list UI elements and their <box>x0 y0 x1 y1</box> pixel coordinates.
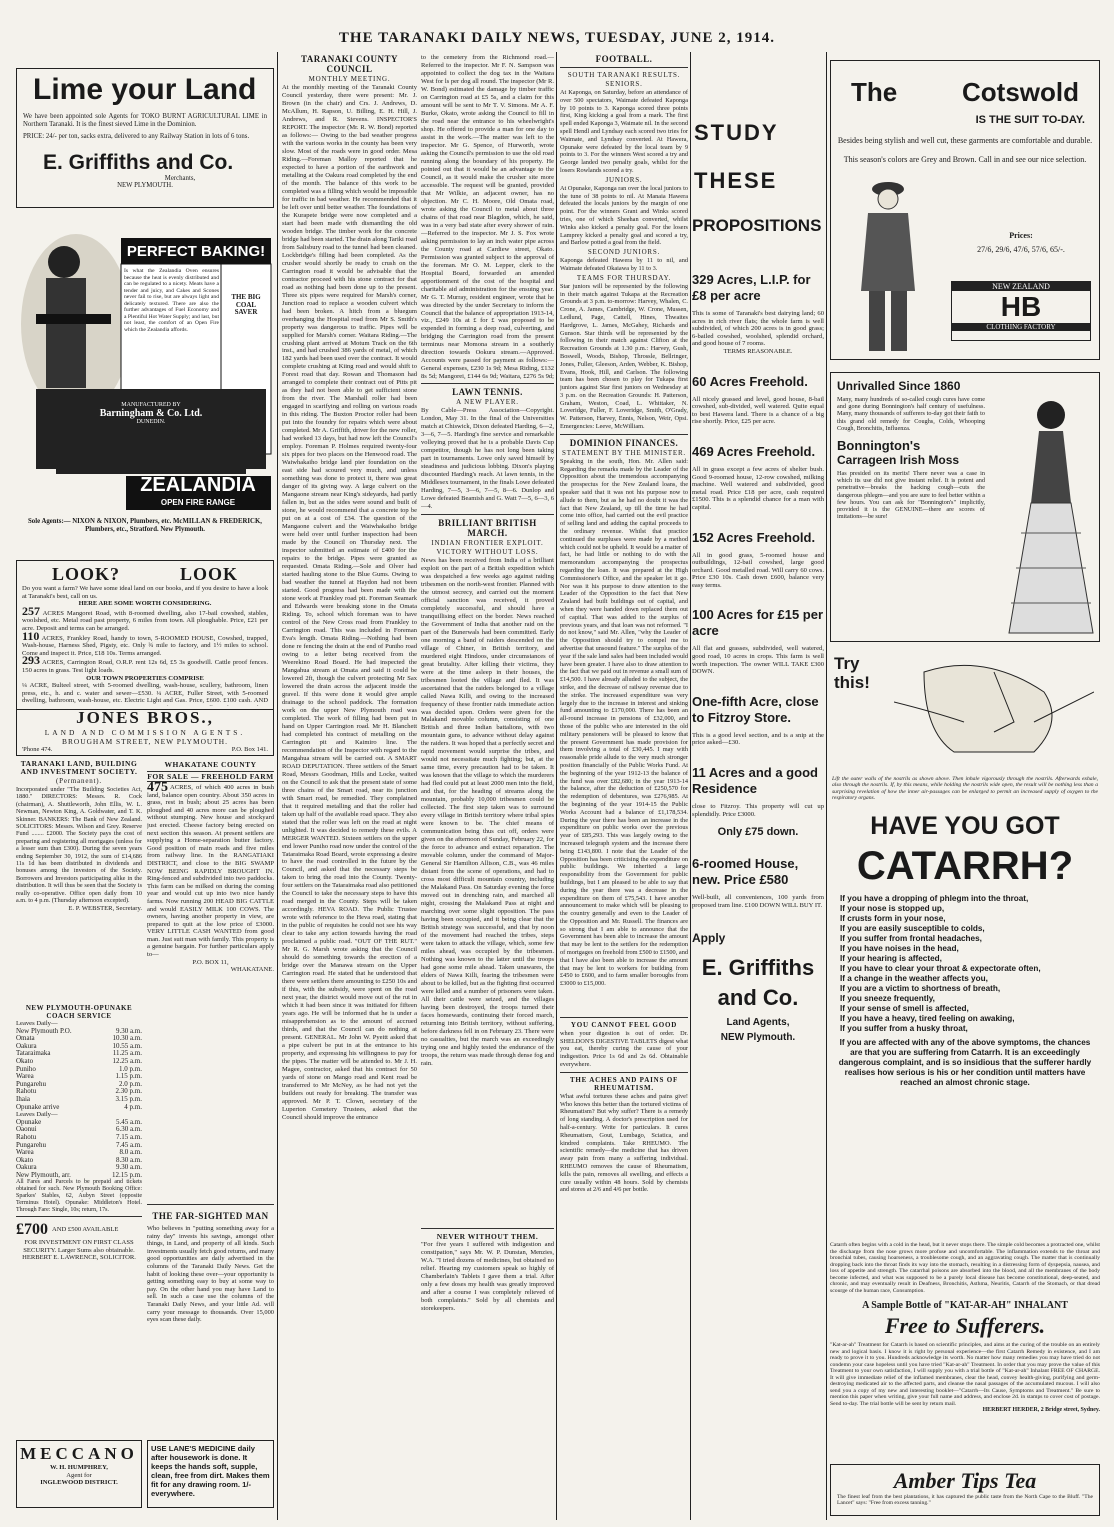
catarrh-symptom-list <box>840 894 1100 1034</box>
meccano-ad <box>16 1440 142 1508</box>
prop-7-body: close to Fitzroy. This property will cut up splendidly. Price £3000. <box>692 803 824 818</box>
finances-sub: STATEMENT BY THE MINISTER. <box>562 448 686 457</box>
zealandia-mfr: MANUFACTURED BY <box>121 402 181 408</box>
cotswold-name: Cotswold <box>962 77 1079 107</box>
timetable-stop: Pungarehu <box>16 1079 46 1088</box>
catarrh-symptom: If you have a dropping of phlegm into the throat, <box>840 894 1029 903</box>
jones-firm: JONES BROS., <box>76 708 214 727</box>
zealandia-ad <box>16 214 274 554</box>
never-title: NEVER WITHOUT THEM. <box>436 1231 539 1241</box>
society-sec: E. P. WEBSTER, Secretary. <box>68 904 142 912</box>
catarrh-symptom: If you suffer from a husky throat, <box>840 1024 968 1033</box>
study-ad <box>692 120 824 1520</box>
meccano-agent: W. H. HUMPHREY, <box>50 1464 108 1471</box>
timetable-stop: New Plymouth, arr. <box>16 1170 71 1179</box>
prop-2-head: 60 Acres Freehold. <box>692 373 808 389</box>
study-place: NEW Plymouth. <box>720 1032 796 1044</box>
catarrh-symptom: If your hearing is affected, <box>840 954 942 963</box>
timetable-time: 5.45 a.m. <box>115 1117 142 1126</box>
farsighted-title: THE FAR-SIGHTED MAN <box>152 1211 269 1221</box>
timetable-stop: Rahotu <box>16 1132 37 1141</box>
cold-ad-title: YOU CANNOT FEEL GOOD <box>570 1020 678 1029</box>
lime-role: Merchants, <box>164 174 196 182</box>
cotswold-body: Besides being stylish and well cut, these garments are comfortable and durable. <box>837 136 1093 145</box>
bonnington-product: Carrageen Irish Moss <box>837 453 960 468</box>
timetable-time: 8.0 a.m. <box>119 1148 142 1157</box>
march-title: BRILLIANT BRITISH MARCH. <box>438 517 537 538</box>
catarrh-symptom: If a change in the weather affects you, <box>840 974 988 983</box>
prop-4-head: 152 Acres Freehold. <box>692 529 816 545</box>
zealandia-maker-box <box>56 394 246 474</box>
march-body: News has been received from India of a brilliant exploit on the part of a British expedition which was despatched a few weeks ago against raiding tribesmen on the north-west frontier. Planned with the utmost secrecy, and carried out the moment official sanction was received, it proved completely successful, and should have a tranquillising effect on the border. News reached the Government of India that another raid on the part of the Bunerwals had been committed. Early one morning a band of raiders descended on the village of Chiner, in British territory, and murdered eight Hindoos, under circumstances of great brutality. After killing their victims, they were at the time asleep in their houses, the tribesmen looted the village and fled. It was ascertained that the raiders belonged to a village called Nawa Killi, and owing to the increased frequency of these frontier raids immediate action was decided upon. Orders were given for the Malakand movable column, consisting of one British and three Indian battalions, with two mountain guns, to advance without delay against the raiders. It was hoped that a perfectly secret and rapid movement would surprise the tribes, and would not necessitate much fighting; but, at the same time, every precaution had to be taken. It was known that the village to which the murderers had fled could put at least 2000 men into the field, and that, for the heading of streams along the mountain, probably 10,000 tribesmen could be collected. The first step taken was to surround every village in British territory where tribal spies were known to be. The chief means of communication being thus cut off, orders were given on the afternoon of Sunday, February 22, for the force to advance and extract reparation. The movable column, under the command of Major-General Sir Hamilton Allison, C.B., was 46 miles distant from the scene of operations, and had to cross most difficult mountain country, including the Malakand Pass. On Saturday evening the force moved out in drenching rain, and marched all night, crossing the Malakand Pass at night and marching over some slight opposition. The pass having been occupied, and it being clear that the British strategy was successful, and that by noon of the movement had reached the tribes, steps were taken to attack the village, which, some few miles ahead, was occupied by the tribesmen. Nothing was known to the latter until the troops had gone some mile ahead. Taken unawares, the elders of Nawa Killi, fearing the tribesmen were about to be killed, but as the fighting first occurred were killed and a number of prisoners were taken. All their cattle were seized, and the villages having been destroyed, the troops turned their faces homewards, continuing their forced march, returning into British territory, without suffering, before darkness fell in on February 23. There were no casualties, but the march was an exceedingly trying one and highly tested the endurance of the troops, the return was made through dense fog and rain. <box>421 556 554 1067</box>
timetable-stop: Tataraimaka <box>16 1049 51 1058</box>
second-juniors-body: Kaponga defeated Hawera by 11 to nil, and Waimate defeated Okaiawa by 11 to 3. <box>560 257 688 272</box>
prop-5-body: All flat and grasses, subdivided, well watered, good road, 10 acres in crops. This farm is well worth inspection. The owner WILL TAKE £300 DOWN. <box>692 645 824 676</box>
jones-item-text: ACRES, Frankley Road, handy to town, 5-ROOMED HOUSE, Cowshed, trapped, Wash-house, Harness Shed, Pigsty, etc. Only ¾ mile to factory, and 1½ miles to school. Come and inspect it. Price, £18 10s. Terms arranged. <box>22 634 268 657</box>
column-rule <box>277 52 278 1520</box>
timetable-stop: Pungarehu <box>16 1140 46 1149</box>
catarrh-q2: CATARRH? <box>856 844 1074 888</box>
timetable-time: 6.30 a.m. <box>115 1125 142 1134</box>
catarrh-sample: A Sample Bottle of "KAT-AR-AH" INHALANT <box>862 1300 1068 1311</box>
cold-ad-body: when your digestion is out of order. Dr. SHELDON'S DIGESTIVE TABLETS digest what you eat, thereby curing the cause of your indigestion. Price 1s 6d and 2s 6d. Obtainable everywhere. <box>560 1029 688 1069</box>
amber-title: Amber Tips Tea <box>893 1468 1037 1493</box>
jones-town-head: OUR TOWN PROPERTIES COMPRISE <box>86 674 204 682</box>
zealandia-tag: OPEN FIRE RANGE <box>160 498 236 507</box>
study-role: Land Agents, <box>726 1017 790 1029</box>
timetable-time: 1.0 p.m. <box>119 1064 142 1073</box>
jones-list-head: HERE ARE SOME WORTH CONSIDERING. <box>78 600 212 608</box>
whakatane-town: WHAKATANE. <box>230 966 274 974</box>
timetable-time: 9.30 a.m. <box>115 1026 142 1035</box>
juniors-body: At Opunake, Kaponga ran over the local juniors to the tune of 38 points to nil. At Manaia Hawera defeated the locals juniors by the margin of one point. For the winners Grant and Winks scored tries, one of which Sheehan converted, whilst Winks also kicked a penalty goal. For the losers Lamprey kicked a penalty goal and scored a try, and Barlow potted a goal from the field. <box>560 184 688 247</box>
lime-title: Lime your Land <box>33 73 257 106</box>
society-ad <box>16 760 142 1000</box>
football-sub: SOUTH TARANAKI RESULTS. <box>567 71 681 79</box>
catarrh-symptom: If you suffer from frontal headaches, <box>840 934 982 943</box>
catarrh-free: Free to Sufferers. <box>884 1313 1046 1338</box>
farsighted-ad <box>147 1204 274 1436</box>
cotswold-prices: 27/6, 29/6, 47/6, 57/6, 65/-. <box>977 245 1065 254</box>
catarrh-body: Catarrh often begins with a cold in the head, but it never stops there. The simple cold becomes a protracted one, whilst the discharge from the nose grows more profuse and uncomfortable. The inflammation extends to the throat and bronchial tubes, causing hoarseness, a troublesome cough, and an aggravating cough. The matter that is continually dropping back into the throat finds its way into the stomach, resulting in a distressing form of dyspepsia, nausea, and loss of appetite and strength. The catarrhal poisons are absorbed into the blood, and all the membranes of the body become infected, and what was supposed to be a purely local disease has become constitutional, deep-seated, and chronic, and may eventually result in Deafness, Bronchitis, Asthma, Neuritis, Catarrh of the Stomach, or that dread scourge of the human race, Consumption. <box>830 1242 1100 1294</box>
loan-body: FOR INVESTMENT ON FIRST CLASS SECURITY. Larger Sums also obtainable. HERBERT E. LAWRENCE, SOLICITOR. <box>22 1239 136 1262</box>
catarrh-ad <box>830 812 1100 1242</box>
lane-text: USE LANE'S MEDICINE daily after housework is done. It keeps the hands soft, supple, clean, free from dirt. Makes them fit for any drawing room. 1/- everywhere. <box>151 1444 270 1498</box>
seniors-head: SENIORS. <box>605 80 643 88</box>
timetable-stop: Oakura <box>16 1041 37 1050</box>
hb-mid: HB <box>1000 291 1042 322</box>
meccano-sub: Agent for <box>66 1471 92 1479</box>
coach-timetable-in <box>16 1119 142 1180</box>
jones-phone: 'Phone 474. <box>22 746 53 753</box>
jones-town: ¼ ACRE, Bulteel street, with 5-roomed dwelling, wash-house, scullery, bathroom, linen press, etc., h. and c. water and sewer—£530. ¼ ACRE, Fuller Street, with 5-roomed dwelling, bathroom, wash-house, etc. Electric Light and Gas. Price, £600. £100 cash. AND <box>22 682 268 705</box>
lime-body: We have been appointed sole Agents for TOKO BURNT AGRICULTURAL LIME in Northern Taranaki. It is the finest sieved Lime in the Dominion. <box>23 113 267 128</box>
zealandia-brand: ZEALANDIA <box>140 474 256 496</box>
timetable-time: 12.25 a.m. <box>112 1056 142 1065</box>
society-sub: (Permanent). <box>56 777 102 785</box>
jones-item <box>22 653 269 674</box>
timetable-stop: Puniho <box>16 1064 36 1073</box>
aches-body: What awful tortures these aches and pains give! Who knows this better than the tortured victims of Rheumatism? But why suffer? There is a remedy of long standing. A doctor's prescription used for half-a-century. Write for particulars. It cures Rheumatism, Gout, Lumbago, Sciatica, and kindred complaints. Take RHEUMO. The scientific remedy—the medicine that has driven away pain from many a suffering individual. RHEUMO removes the cause of Rheumatism, kills the pain, removes all swelling, and effects a cure usually within 48 hours. Sold by chemists and stores at 2/6 and 4/6 per bottle. <box>560 1092 688 1194</box>
column-rule <box>826 52 827 1520</box>
timetable-time: 1.15 p.m. <box>115 1072 142 1081</box>
lady-illustration <box>1001 393 1096 638</box>
bonnington-name: Bonnington's <box>837 438 921 454</box>
prop-4-body: All in good grass, 5-roomed house and outbuildings, 12-bail cowshed, large good orchard. Good metalled road. Will carry 60 cows. Price £30 10s. Cash down £600, balance very easy terms. <box>692 551 824 589</box>
tennis-sub: A NEW PLAYER. <box>456 398 519 406</box>
prop-8-body: Well-built, all conveniences, 100 yards from proposed tram line. £100 DOWN WILL BUY IT. <box>692 894 824 909</box>
tennis-body: By Cable—Press Association—Copyright. London, May 31. In the final of the Universities match at Chiswick, Dixon defeated Harding, 6—2, 3—6, 7—5. Harding's fine service and remarkable volleying proved that he is a probable Davis Cup competitor, though he has not long been taking part in tournaments. Lowe only saved himself by steadiness and judicious lobbing. Dixon's playing discounted Harding's reach. At lawn tennis, in the Middlesex tournament, in the finals Lowe defeated Harding, 7—5, 3—6, 7—5, 8—6. Dunlop and Lowe defeated Beamish and G. Watt 7—5, 6—3, 6—4. <box>421 407 554 510</box>
cotswold-prices-head: Prices: <box>1009 231 1033 240</box>
study-line-1: STUDY <box>694 120 779 145</box>
timetable-row <box>16 1104 142 1112</box>
prop-6-body: This is a good level section, and is a snip at the price asked—£30. <box>692 731 824 747</box>
catarrh-q1: HAVE YOU GOT <box>870 812 1060 840</box>
coach-leaves-1: Leaves Daily— <box>16 1020 58 1027</box>
whakatane-box: P.O. BOX 11, <box>192 958 229 966</box>
bonnington-body-2: Has presided on its merits! There never was a case in which its use did not give instant relief. It is potent and penetrative—breaks the hacking cough—cuts the dangerous phlegm—and you are sure to feel better within a few hours. You can ask for "Bonnington's" implicitly, provided it is the GENUINE—there are scores of imitations—be sure! <box>837 470 985 521</box>
catarrh-symptom: If you have to clear your throat & expectorate often, <box>840 964 1041 973</box>
prop-8-head: 6-roomed House, new. Price £580 <box>692 856 799 888</box>
coach-title: NEW PLYMOUTH-OPUNAKE COACH SERVICE <box>25 1004 133 1020</box>
timetable-time: 10.30 a.m. <box>112 1034 142 1043</box>
timetable-stop: Opunake arrive <box>16 1102 60 1111</box>
teams-body: Star juniors will be represented by the following in their match against Tukapa at the Recreation Grounds at 3 p.m. to-morrow: Harvey, Whalen, C. Crone, A. James, Cambridge, W. Crone, Mussen, Ledlund, Page, Cattell, Hines, Thwaites Hardgrove, L. James, McGahey, Richards and Gunson. Star thirds will be represented by the following in their match against Clifton at the Recreation Grounds at 1.30 p.m.: Harvey, Gush, Boswell, Woods, Bishop, Throssle, Bellringer, Jones, Fuller, Gleeson, Arden, Webber, K. Bishop, Evans, Hook, Hill, and Carlson. The following team has been chosen to play for Tukapa first juniors against Star first juniors on Wednesday at 3 p.m. on the Recreation Grounds: H. Patterson, Graham, Weston, Coad, L. Whittaker, N. Loveridge, Fuller, F. Loveridge, Smith, O'Grady, W. Patterson, Harvey, Ennis, Nelson, Weir, Opsi. Emergencies: Leeve, McWilliam. <box>560 282 688 431</box>
lime-ad <box>16 68 274 208</box>
timetable-row <box>16 1172 142 1180</box>
cotswold-ad <box>830 60 1100 360</box>
coach-leaves-2: Leaves Daily— <box>16 1111 58 1119</box>
timetable-stop: Okato <box>16 1056 34 1065</box>
coach-foot: All Fares and Parcels to be prepaid and tickets obtained for such. New Plymouth Booking Office: Sparkes' Stables, 62, Aubyn Street (opposite Terminus Hotel). Opunake: Middleton's Hotel. Through Fare: Single, 10s; return, 17s. <box>16 1179 142 1212</box>
nose-illustration <box>894 652 1094 762</box>
timetable-stop: New Plymouth P.O. <box>16 1026 72 1035</box>
timetable-time: 8.30 a.m. <box>115 1155 142 1164</box>
column-c <box>421 54 554 1520</box>
jones-ad <box>16 560 274 710</box>
timetable-time: 7.15 a.m. <box>115 1132 142 1141</box>
timetable-stop: Oaonui <box>16 1125 37 1134</box>
juniors-head: JUNIORS. <box>605 175 643 184</box>
masthead: THE TARANAKI DAILY NEWS, TUESDAY, JUNE 2, 1914. <box>338 30 776 46</box>
prop-7-head: 11 Acres and a good Residence <box>692 765 818 797</box>
timetable-time: 2.30 p.m. <box>115 1087 142 1096</box>
column-rule <box>690 52 691 1520</box>
prop-1-terms: TERMS REASONABLE. <box>723 347 793 355</box>
zealandia-body: Is what the Zealandia Oven ensures because the heat is evenly distributed and can be regulated to a nicety. Meats have a tender and juicy, and Cakes and Scones never fail to rise, but are always light and delicately textured. There are also the further advantages of Fuel Economy and a Plentiful Hot Water Supply; and last, but not least, the comfort of an Open Fire which the Zealandia affords. <box>124 268 219 333</box>
jones-look-1: LOOK? <box>51 564 120 584</box>
finances-body: Speaking in the south, Hon. Mr. Allen said: Regarding the remarks made by the Leader of the Opposition about the tremendous accompanying the prospectus for the New Zealand loans, the speaker said that it was not his purpose now to allude to them, but as he had no doubt it was the fact that New Zealand, up till the time he had come into office, had carried out the evil practice of selling land and adding the capital proceeds to the ordinary revenue. Whilst that practice continued the surpluses were made by a method which could not be upheld. It would be a matter of fact, he had little or nothing to do with the memorandum accompanying the prospectus regarding the loan. It was prepared at the High Commissioner's Office, and the speaker let it go. Nor was it his purpose to draw attention to the Leader of the Opposition to the fact that New Zealand had built buildings out of capital, and when they were handed down replaced them out of capital. That was added to the surplus of previous years, and that loan was not reformed. "I do not know," said Mr. Allen, "why the Leader of the Opposition should try to compel me to advertise that unsound feature." The surplus of the year if the sale land sales had been included would have been greater. I have also to draw attention to the fact that we paid out in revenue a small sum of £14,500. I have already alluded to the subject, the strike, and the decrease of railway revenue due to the strike. The increased expenditure was very largely due to the increase in interest and sinking fund amounting to £170,000. There has been an all-round increase in pensions of £32,000, and those of the public who are interested in the old military pensioners will be pleased to know that the present Government has made provision for them involving a total of £30,445. I may with reasonable pride allude to the very much stronger position financially of the Public Works Fund. At the beginning of the year 1912-13 the balance of the fund was over £82,680; in the year 1913-14 the balance, after the deduction of £250,570 for the redemption of debentures, was £276,985. At the beginning of the year 1914-15 the Public Works Account had a balance of £1,178,534. During the year there has been an increase in the expenditure on public works over the previous year of £85,293. This was largely owing to the increased telegraph system and the increase there being £143,800. I note that the Leader of the Opposition has been criticising the expenditure on public buildings. We inherited a large responsibility from the Government for public buildings, but I am pleased to be able to say that during the year there was a decrease in the expenditure on them of £75,543. I have another announcement to make which will be pleasing to the country generally and even to the Leader of the Opposition and Mr. Russell. The finances are so strong that I am able to announce that the Government has been able to increase the amount that may be lent to the settlers for the redemption of mortgages on freehold from £500 to £1500, and that I have also been able to increase the amount that may be lent to workers for building from £450 to £600, and to farm smaller boroughs from £3000 to £15,000. <box>560 457 688 988</box>
timetable-stop: Ihaia <box>16 1094 30 1103</box>
jones-item-num: 257 <box>22 603 40 618</box>
whakatane-ad <box>147 760 274 1200</box>
zealandia-agents: Sole Agents:— NIXON & NIXON, Plumbers, etc. McMILLAN & FREDERICK, Plumbers, etc., Stratford. New Plymouth. <box>28 518 262 533</box>
coach-ad <box>16 1004 142 1212</box>
march-sub-1: INDIAN FRONTIER EXPLOIT. <box>431 538 544 547</box>
whakatane-title: WHAKATANE COUNTY <box>164 760 257 769</box>
society-body: Incorporated under "The Building Societies Act, 1880." DIRECTORS: Messrs. R. Cock (chairman), A. Shuttleworth, John Ellis, W. L. Newman, Newton King, A. Goldwater, and T. K. Skinner. BANKERS: The Bank of New Zealand. SOLICITORS: Messrs. Wilson and Grey. Reserve Fund ........ £2000. The Society pays the cost of preparing and registering all mortgages (unless for a lesser sum than £300). During the seven years ending September 30, 1912, the sum of £14,686 11s 1d has been distributed in dividends and bonuses among the investors of the Society. Borrowers and Investors participating alike in the distribution. It will thus be seen that the Society is really co-operative. Office open daily from 10 a.m. to 4 p.m. (Thursday afternoon excepted). <box>16 786 142 905</box>
catarrh-symptom: If you have a heavy, tired feeling on awaking, <box>840 1014 1015 1023</box>
timetable-stop: Warea <box>16 1148 34 1157</box>
jones-look-2: LOOK <box>179 564 238 584</box>
finances-title: DOMINION FINANCES. <box>569 437 679 448</box>
catarrh-symptom: If crusts form in your nose, <box>840 914 946 923</box>
jones-intro: Do you want a farm? We have some ideal land on our books, and if you desire to have a look at Taranaki's best, call on us. <box>22 585 268 600</box>
county-body: At the monthly meeting of the Taranaki County Council yesterday, there were present: Mr. J. Brown (in the chair) and Crs. J. Andrews, D. McAllum, H. Rapson, U. Billing, E. H. Hill, J. Andrews, and R. Stevens. INSPECTOR'S REPORT. The inspector (Mr. R. W. Bond) reported as follows:— Owing to the bad weather progress with the various works in the county has been very slow. Most of the roads were in good order. Mesa Riding.—Foreman Malloy reported that he expected to have a portion of the earthwork and metalling at the Oakura road completed by the end of the month. The balance of this work to be completed was a filling which would be impossible for traffic in bad weather. He recommended that it be left over until better weather. The foundations of the Kurapete bridge were now completed and a start had been made with dismantling the old wooden bridge. The timber work for the concrete bridge had been started. The drain along Tariki road from Salisbury road to the tunnel had been cleaned. Lockbridge's filling had been completed. As the crusher would shortly be ready to crush on the Carrington road it would be advisable that the contractor proceed with his stone contract for that road as nothing had been done up to the present. Three six pipes were required for Marsh's corner, Junction road to replace a wooden culvert which had been broken. A hitch from a bluegum overhanging the Hospital road from Mr S. Smith's property was dangerous to traffic. Pipes will be supplied for Marsh's corner. Waitara Riding.—The crushing plant arrived at Motum Track on the 6th inst., and had crushed 386 yards of metal, of which 182 yards had been used over the contract. It would complete crushing at Kiing road and would shift to Forest road that day. Rowan and Thomason had arranged to complete their contract out of Pitts pit as they had not been able to get sufficient stone from the river. The Marshall roller had been engaged in scarifying and rolling on various roads in this riding. The Buxton Proctor roller had been put into the foundry for repairs which were about completed. Mr A. Griffith, driver for the new roller, had worked 13 days, but had now left the Council's employ. Foreman P. Holmes required twenty-four six pipes for two places on the Henwood road. The Waiwhakaiho bridge land pier foundation on the east side had scoured very much, and unless something was done to protect it, there was great danger of its giving way. A large culvert on the Mangaone stream near King's sideyards, had partly fallen in, but as the sides were sound and built of stone, he would recommend that a concrete top be put on at a cost of £34. The question of the Mangaone culvert and the Waiwhakaiho bridge were held over until further inspection had been made by the Council on Thursday next. The inspector submitted an estimate of £400 for the repairs to the bridge. Pipes were granted as requested. Omata Riding.—Sole and Olver had started hauling stone to the Blue Gums. Owing to bad weather the tunnel at Haydon had not been started. Good progress had been made with the stone work at Frankley road pit. Foreman Seamark and Edwards were breaking stone in the Omata Riding. To, school which foreman was to have control of the New Cross road from Frankley to Carrington road. This was included in Foreman Eva's length. Omata Riding.—Nothing had been done re fencing the drain at the end of Puniho road owing to a letter being received from the Weerekino Road Board. He had inspected the Mangahua stream at Omata and said it could be lowered 2ft, though the culvert protecting Mr Sax lowered the drain across the adjacent inside the gravel. If this were done it would give ample drainage to the school paddock. The formation work on the upper New Plymouth road was completed. The work of filling had been put in hand on Upper Carrington road. Mr H. Blanchett had completed his contract of metalling on the Carrington pit and Kaimiro line. The recommendation of the Inspector with regard to the Mangahua stream will be carried out. A SMART ROAD DEPUTATION. Three settlers of the Smart Road, Messrs Goodman, Hills and Locke, waited on the Council to ask that the present state of some three chains of the Smart road, near its junction with Smart road, be remedied. They complained that it required metalling and that the roller had taken up half of the available road space. They also stated that the roller was left on the road at night unlighted. It was decided to remedy these evils. A MERGER WANTED. Sixteen settlers on the upper end lower Puniho road now under the control of the Tataraimaka Road Board, wrote expressing a desire to have the road controlled in the future by the Council, and asked that the necessary steps be taken to bring the road into the County. Twenty-four settlers on the Tataraimaka road also petitioned the Council to take the necessary steps to have this road merged in the County. Steps will be taken accordingly. HEVA ROAD. The Public Trustee wrote with reference to the Heva road, stating that in the public of requisites he could not see his way clear to take any action towards having the road proclaimed a public road. "OUT OF THE RUT." Mr R. G. Marsh wrote asking that the Council should do something towards the erection of a bridge over the Manawa stream on the Upper Carrington road. He stated that he understood that there were settlers there amounting to £250 10s and if this, with the subsidy, were spent on the road next year, the district would move out of the rut in which it had been since it was initiated for fifteen years ago. He will be informed that he is under a misapprehension as to the amount of accrued thirds, and that the Council can do nothing at present. GENERAL. Mr John W. Pyeitt asked that a pipe culvert be put in at the entrance to his property, and expressing his willingness to pay for the pipes. The matter will be attended to. Mr J. H. Magee, contractor, asked that his contract for 50 yards of stone on Mango road and Kent road be transferred to Mr McNey, as he had not yet the builders out ready for breaking. The transfer was approved. Mr P. T. Clown, secretary of the Luperton Cemetery Trustees, asked that the Council should improve the entrance <box>282 84 417 1121</box>
society-title: TARANAKI LAND, BUILDING AND INVESTMENT SOCIETY. <box>20 760 138 776</box>
loan-amount: £700 <box>16 1221 48 1238</box>
second-juniors-head: SECOND JUNIORS. <box>587 248 661 257</box>
jones-item <box>22 628 268 658</box>
zealandia-side: THE BIG COAL SAVER <box>231 294 261 317</box>
prop-6-head: One-fifth Acre, close to Fitzroy Store. <box>692 693 819 725</box>
prop-1-body: This is some of Taranaki's best dairying land; 60 acres in rich river flats; the whole farm is well subdivided, of which 200 acres is in good grass; 6-bailed cowshed, woolshed, splendid orchard, and good house of 7 rooms. <box>692 310 824 348</box>
cotswold-tag: IS THE SUIT TO-DAY. <box>975 114 1085 126</box>
catarrh-symptom: If your sense of smell is affected, <box>840 1004 969 1013</box>
jones-box: P.O. Box 141. <box>231 746 268 753</box>
study-firm-1: E. Griffiths <box>701 955 815 981</box>
study-apply: Apply <box>692 931 726 946</box>
amber-ad <box>830 1464 1100 1516</box>
hb-bot: CLOTHING FACTORY <box>952 323 1090 331</box>
bonnington-since: Unrivalled Since 1860 <box>837 379 961 393</box>
timetable-stop: Omata <box>16 1034 35 1043</box>
loan-ad <box>16 1216 142 1292</box>
hb-top: NEW ZEALAND <box>952 282 1090 291</box>
jones-addr: BROUGHAM STREET, NEW PLYMOUTH. <box>62 737 228 746</box>
seniors-body: At Kaponga, on Saturday, before an attendance of over 500 spectators, Waimate defeated Kaponga by 10 points to 3. Kaponga scored three points first, King kicking a goal from a mark. The first spell ended Kaponga 3, Waimate nil. In the second spell Hendl and Lyndsay each scored two tries for Waimate, and Lyndsay converted. At Hawera, Opunake were defeated by the local team by 9 points to 3. For the winners West scored a try and George landed two penalty goals, whilst for the losers Rowlands scored a try. <box>560 89 688 174</box>
prop-5-head: 100 Acres for £15 per acre <box>692 607 824 639</box>
loan-and: AND £500 AVAILABLE <box>52 1226 119 1234</box>
column-rule <box>556 52 557 1520</box>
aches-title: THE ACHES AND PAINS OF RHEUMATISM. <box>569 1075 679 1092</box>
timetable-stop: Rahotu <box>16 1087 37 1096</box>
timetable-stop: Oakura <box>16 1163 37 1172</box>
football-title: FOOTBALL. <box>595 54 653 64</box>
cotswold-the: The <box>851 77 898 107</box>
prop-3-head: 469 Acres Freehold. <box>692 443 816 459</box>
jones-item-num: 110 <box>22 628 40 643</box>
timetable-time: 2.0 p.m. <box>119 1079 142 1088</box>
county-article <box>282 54 417 1520</box>
coach-timetable-out <box>16 1028 142 1112</box>
county-title: TARANAKI COUNTY COUNCIL <box>300 54 399 74</box>
column-d <box>560 54 688 1520</box>
whakatane-head: FOR SALE — FREEHOLD FARM <box>147 772 274 781</box>
county-continued: to the cemetery from the Richmond road.—Referred to the inspector. Mr F. N. Sampson was appointed to collect the dog tax in the Waitara West for ls per dog all round. The inspector (Mr R. W. Bond) estimated the damage by timber traffic on Carrington road at £5 5s, and a claim for this amount will be sent to Mr T. V. Simons. Mr A. F. Burke, Okato, wrote asking the Council to fill in the road near the entrance to his wheelwright's shop. He offered to provide a man for one day to assist in the work.—The matter was left to the inspector. Mr G. Spence, of Hurworth, wrote asking the Council's permission to use the old road running along the boundary of his property. He pointed out that it would be an advantage to the Council, as it would make the crusher site more accessible. The request will be granted, provided that Mr Wilkie, an adjacent owner, has no objection. Mr C. H. Moore, Old Omata road, wrote asking the Council to metal about three chains of that road near Blagdon, which, he said, was in a very bad state after every shower of rain.—Referred to the inspector. Mr J. S. Fox wrote asking permission to lay an inch water pipe across the County road at Cardiew street, Okato. Permission was granted subject to the approval of the foreman. Mr O. M. Lepper, clerk to the Hospital Board, forwarded an amended apportionment of the cost of the hospital and charitable aid administration for the ensuing year. Mr G. T. Murray, resident engineer, wrote that he was directed by the under Secretary to inform the Council that the balance of appropriation 1913-14, viz., £249 10s at £ for £ was proposed to be expended in forming a deep road, culverting, and bridging the Carrington road from the present terminus near Momona stream in a southerly direction towards Ookuru stream.—Approved. Accounts were passed for payment as follows:—General expenses, £230 1s 9d; Mesa Riding, £132 8s 5d; Mangorei, £144 6s 9d; Waitara, £276 5s 9d; <box>421 54 554 380</box>
timetable-stop: Opunake <box>16 1117 42 1126</box>
lane-ad <box>147 1440 274 1508</box>
farsighted-body: Who believes in "putting something away for a rainy day" invests his savings, amongst other things, in Land, and property of all kinds. Such investments usually fetch good returns, and many good opportunities are daily advertised in the columns of the Taranaki Daily News. Get the habit of looking these over—your opportunity is getting something easy to buy at some way to pay. On the other hand you may have Land to sell. In such a case use the columns of the Taranaki Daily News, and your little Ad. will carry your message to thousands. Over 15,000 eyes scan these daily. <box>147 1225 274 1324</box>
timetable-time: 12.15 p.m. <box>112 1170 142 1179</box>
amber-tag: The finest leaf from the best plantations, it has captured the public taste from the North Cape to the Bluff. "The Lancet" says: "Free from excess tanning." <box>837 1494 1093 1507</box>
timetable-time: 4 p.m. <box>124 1102 142 1111</box>
prop-3-body: All in grass except a few acres of shelter bush. Good 9-roomed house, 12-row cowshed, milking machine. Well watered and subdivided, good metal road. Price £18 per acre, cash required £1500. This is a splendid chance for a man with capital. <box>692 465 824 511</box>
timetable-time: 11.25 a.m. <box>112 1049 142 1058</box>
timetable-time: 10.55 a.m. <box>112 1041 142 1050</box>
catarrh-symptom: If you have noises in the head, <box>840 944 959 953</box>
bonnington-ad <box>830 372 1100 642</box>
jones-item-text: ACRES, Carrington Road, O.R.P. rent 12s 6d, £5 3s goodwill. Cattle proof fences. 150 acres in grass. Test light loads. <box>22 659 269 674</box>
lime-place: NEW PLYMOUTH. <box>117 182 173 190</box>
lime-price: PRICE: 24/- per ton, sacks extra, delivered to any Railway Station in lots of 6 tons. <box>23 133 250 141</box>
teams-head: TEAMS FOR THURSDAY. <box>576 273 672 282</box>
catarrh-bold: If you are affected with any of the above symptoms, the chances are that you are suffering from Catarrh. It is an exceedingly dangerous complaint, and is so insidious that the sufferer hardly realises how serious is his or her condition until matters have reached an almost chronic stage. <box>838 1038 1092 1087</box>
suit-man-illustration <box>843 171 933 356</box>
zealandia-city: DUNEDIN. <box>136 419 166 425</box>
jones-footer <box>16 708 274 756</box>
hb-badge <box>951 281 1091 341</box>
study-firm-2: and Co. <box>717 985 799 1011</box>
bonnington-body: Many, many hundreds of so-called cough cures have come and gone during Bonnington's half century of usefulness. Many, many thousands of sufferers to-day got their faith to this grand old remedy for Coughs, Colds, Whooping Cough, Bronchitis, Influenza. <box>837 396 985 432</box>
meccano-title: MECCANO <box>20 1444 138 1463</box>
jones-item-text: ACRES Mangorei Road, with 8-roomed dwelling, also 17-bail cowshed, stables, woolshed, etc. Metal road past property, 6 miles from town. All ploughable. Price, £21 per acre. Deposit and terms can be arranged. <box>22 609 268 632</box>
meccano-dist: INGLEWOOD DISTRICT. <box>40 1479 118 1487</box>
prop-7-down: Only £75 down. <box>717 826 799 839</box>
county-sub: MONTHLY MEETING. <box>308 75 391 83</box>
catarrh-symptom: If you sneeze frequently, <box>840 994 935 1003</box>
lime-firm: E. Griffiths and Co. <box>43 150 234 174</box>
timetable-stop: Warea <box>16 1072 34 1081</box>
march-sub-2: VICTORY WITHOUT LOSS. <box>436 547 539 556</box>
study-line-3: PROPOSITIONS <box>692 216 822 235</box>
jones-line: LAND AND COMMISSION AGENTS. <box>44 728 246 737</box>
whakatane-body: ACRES, of which 400 acres in bush land, balance open country. About 350 acres in grass, rest in bush; about 25 acres has been ploughed and 40 acres more can be ploughed without stumping. New house and stockyard just erected. Cheese factory being erected on next section this season. At present settlers are supplying a Home-separation butter factory. Good position of main roads and five miles from railway line. In the RANGATIAKI DISTRICT, and close to the BIG SWAMP NOW BEING RAPIDLY BROUGHT IN. Ring-fenced and subdivided into two paddocks. This farm can be milked on during the coming year and would cut up into two nice handy farms. Now running 200 HEAD BIG CATTLE and would EASILY MILK 100 COWS. The owners, having another property in view, are prepared to quit at the low price of £3000. VERY LITTLE CASH WANTED from good man. Just suit man with family. This property is a genuine bargain. For further particulars apply to— <box>147 784 274 959</box>
catarrh-body-2: "Kat-ar-ah" Treatment for Catarrh is based on scientific principles, and aims at the curing of the trouble on an entirely new and logical basis. I know it is right by personal experience—the first Catarrh Remedy in existence, and I am ready to prove it to you. Hundreds acknowledge its worth. No matter how many remedies you may have tried do not condemn your case hopeless until you have tried "Kat-ar-ah" Treatment. In order that you may prove the value of this Treatment to your own satisfaction, I will supply you with a trial bottle of "Kat-ar-ah" Inhalant FREE OF CHARGE. It will give immediate relief of the inflamed membranes, clear the head, convey health-giving, purifying and germ-destroying medicated air to the affected parts, and cleanse the nasal passages of the accumulated mucous. I will also send you a copy of my new and interesting booklet—"Catarrh—Its Cause, Symptoms and Treatment." Be sure to mention this paper when writing, give your full name and address, and enclose 2d. in stamps to cover cost of postage. Send to-day. The trial bottle will be sent by return mail. <box>830 1342 1100 1407</box>
jones-item-num: 293 <box>22 653 40 668</box>
timetable-time: 3.15 p.m. <box>115 1094 142 1103</box>
timetable-time: 7.45 a.m. <box>115 1140 142 1149</box>
never-body: "For five years I suffered with indigestion and constipation," says Mr. W. P. Dunstan, Menzies, W.A. "I tried dozens of medicines, but obtained no relief. Hearing my customers speak so highly of Chamberlain's Tablets I gave them a trial. After only a few doses my health was greatly improved and after a course I was completely relieved of both complaints." Sold by all chemists and storekeepers. <box>421 1240 554 1312</box>
timetable-time: 9.30 a.m. <box>115 1163 142 1172</box>
study-line-2: THESE <box>694 168 778 193</box>
tennis-title: LAWN TENNIS. <box>452 387 523 397</box>
cotswold-colors: This season's colors are Grey and Brown. Call in and see our nice selection. <box>843 155 1087 164</box>
zealandia-maker: Barningham & Co. Ltd. <box>99 408 203 419</box>
catarrh-symptom: If you are easily susceptible to colds, <box>840 924 985 933</box>
prop-2-body: All nicely grassed and level, good house, 8-bail cowshed, sub-divided, well watered. Quite equal to best Hawera land. There is a chance of a big rise shortly. Price, £25 per acre. <box>692 395 824 426</box>
timetable-stop: Okato <box>16 1155 34 1164</box>
prop-1-head: 329 Acres, L.I.P. for £8 per acre <box>692 272 811 303</box>
catarrh-sig: HERBERT HERDER, 2 Bridge street, Sydney. <box>982 1407 1100 1413</box>
zealandia-banner: PERFECT BAKING! <box>126 243 266 260</box>
catarrh-body-section <box>830 1242 1100 1448</box>
catarrh-symptom: If you are a victim to shortness of breath, <box>840 984 1001 993</box>
catarrh-symptom: If your nose is stopped up, <box>840 904 945 913</box>
try-caption: Lift the outer walls of the nostrils as shown above. Then inhale vigorously through the nostrils. Afterwards exhale, also through the nostrils. If, by this means, while holding the nostrils wide open, the result will be nothing less than a surprising revelation of how the inner air-passages can be enlarged to permit an increased supply of oxygen to the respiratory organs. <box>832 776 1098 801</box>
try-this: Try this! <box>834 654 870 692</box>
whakatane-acres: 475 <box>147 780 168 795</box>
try-this-section <box>830 652 1100 772</box>
